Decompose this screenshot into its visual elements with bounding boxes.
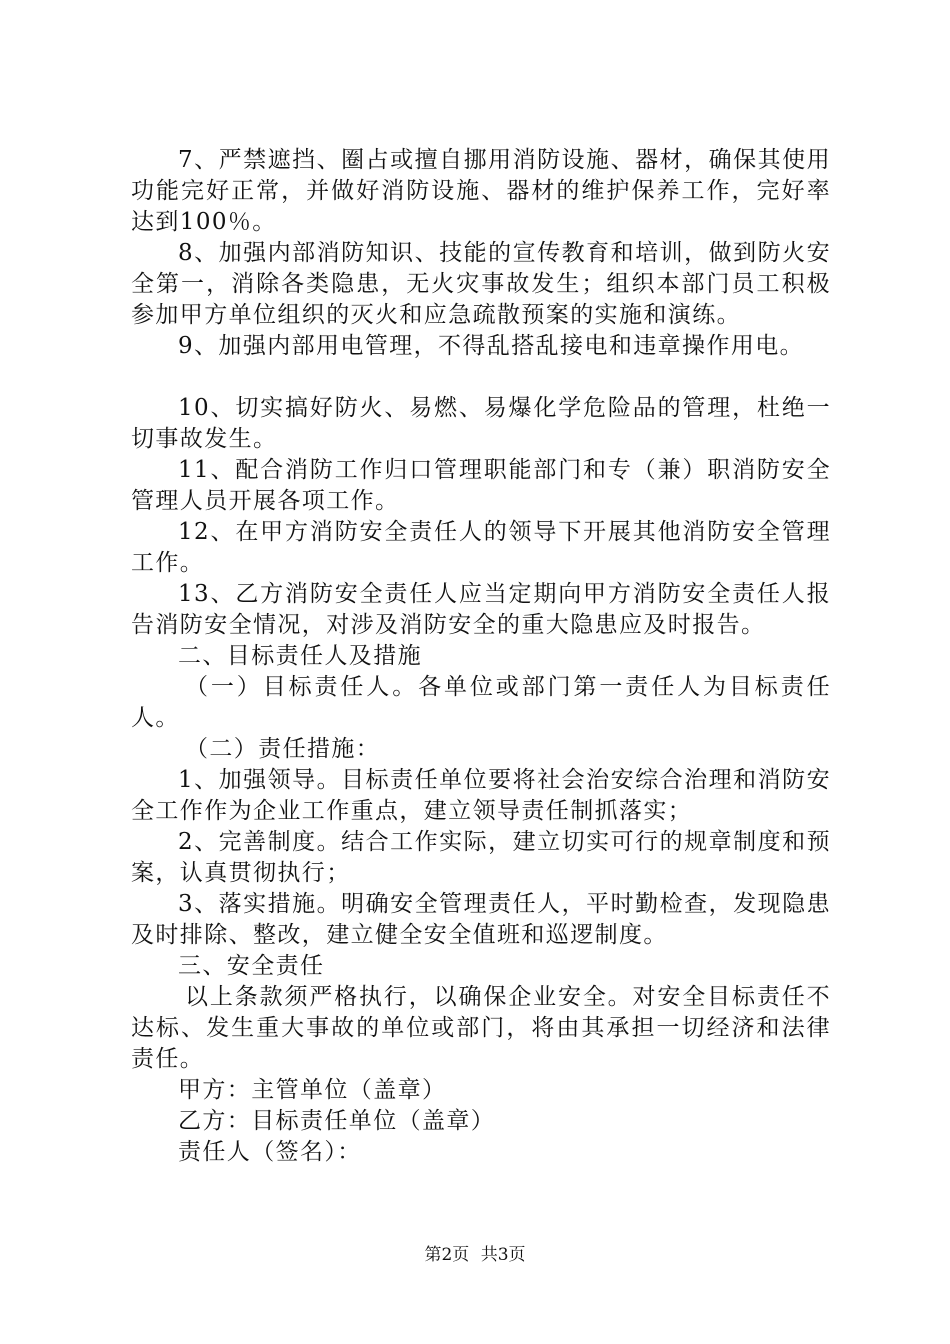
clause-10: 10、切实搞好防火、易燃、易爆化学危险品的管理，杜绝一切事故发生。 (131, 395, 831, 452)
clause-12: 12、在甲方消防安全责任人的领导下开展其他消防安全管理工作。 (131, 519, 831, 576)
section-heading-2: 二、目标责任人及措施 (178, 643, 422, 669)
page-number: 第2页 (424, 1245, 470, 1265)
subsection-measures-heading: （二）责任措施： (185, 736, 381, 762)
liability-paragraph: 以上条款须严格执行，以确保企业安全。对安全目标责任不达标、发生重大事故的单位或部门，将由其承担一切经济和法律责任。 (131, 984, 831, 1072)
signature-line: 责任人（签名）： (178, 1139, 362, 1165)
measure-1: 1、加强领导。目标责任单位要将社会治安综合治理和消防安全工作作为企业工作重点，建立领导责任制抓落实； (131, 767, 831, 824)
clause-7: 7、严禁遮挡、圈占或擅自挪用消防设施、器材，确保其使用功能完好正常，并做好消防设施、器材的维护保养工作，完好率达到100％。 (131, 147, 831, 235)
clause-8: 8、加强内部消防知识、技能的宣传教育和培训，做到防火安全第一，消除各类隐患，无火灾事故发生；组织本部门员工积极参加甲方单位组织的灭火和应急疏散预案的实施和演练。 (131, 240, 831, 328)
measure-2: 2、完善制度。结合工作实际，建立切实可行的规章制度和预案，认真贯彻执行； (131, 829, 831, 886)
clause-13: 13、乙方消防安全责任人应当定期向甲方消防安全责任人报告消防安全情况，对涉及消防安全的重大隐患应及时报告。 (131, 581, 831, 638)
clause-11: 11、配合消防工作归口管理职能部门和专（兼）职消防安全管理人员开展各项工作。 (131, 457, 831, 514)
section-heading-3: 三、安全责任 (178, 953, 325, 979)
document-body (131, 145, 831, 1168)
party-a-line: 甲方：主管单位（盖章） (178, 1077, 447, 1103)
measure-3: 3、落实措施。明确安全管理责任人，平时勤检查，发现隐患及时排除、整改，建立健全安全值班和巡逻制度。 (131, 891, 831, 948)
subsection-responsible-person: （一）目标责任人。各单位或部门第一责任人为目标责任人。 (131, 674, 831, 731)
page-total: 共3页 (480, 1245, 526, 1265)
clause-9: 9、加强内部用电管理，不得乱搭乱接电和违章操作用电。 (178, 333, 805, 359)
party-b-line: 乙方：目标责任单位（盖章） (178, 1108, 496, 1134)
page-footer (0, 1243, 950, 1267)
